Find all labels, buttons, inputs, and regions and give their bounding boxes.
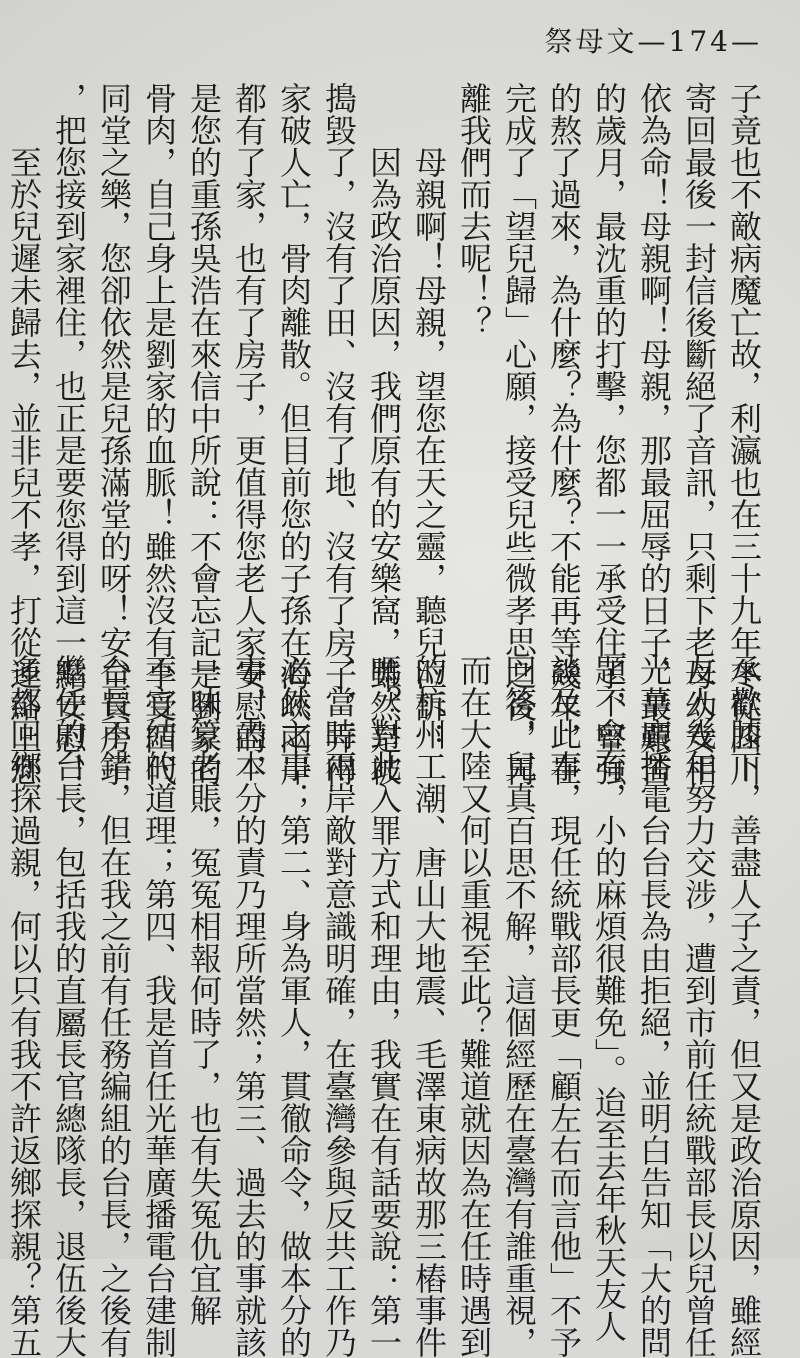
text-column: ，把您接到家裡住，也正是要您得到這一點安慰！	[50, 82, 88, 786]
text-column: 依為命！母親啊！母親，那最屈辱的日子，最艱苦	[635, 82, 673, 786]
text-column: 的杭州工潮、唐山大地震、毛澤東病故那三樁事件	[410, 654, 448, 1358]
text-column: 而在大陸又何以重視至此？難道就因為在任時遇到	[455, 654, 493, 1358]
text-column: 寄回最後一封信後斷絕了音訊，只剩下老母幼女相	[680, 82, 718, 786]
text-column	[0, 82, 1, 646]
text-column: 、當時兩岸敵對意識明確，在臺灣參與反共工作乃	[320, 654, 358, 1358]
text-column: 必然之事；第二、身為軍人，貫徹命令，做本分的	[275, 654, 313, 1358]
text-column: 多都回鄉探過親，何以只有我不許返鄉探親？第五	[5, 654, 43, 1358]
text-column: 事，盡本分的責乃理所當然；第三、過去的事就該	[230, 654, 268, 1358]
text-column: 光華廣播電台台長為由拒絕，並明白告知「大的問	[635, 654, 673, 1358]
bottom-text-block	[5, 654, 766, 1358]
text-column: 骨肉，自己身上是劉家的血脈！雖然沒有享受四代	[140, 82, 178, 786]
text-column: 承歡膝下，善盡人子之責，但又是政治原因，雖經	[725, 654, 763, 1358]
text-column: 友人幾年努力交涉，遭到市前任統戰部長以兒曾任	[680, 654, 718, 1358]
text-column: 是您的重孫吳浩在來信中所說：不會忘記是劉家的	[185, 82, 223, 786]
text-column: 繼任的台長，包括我的直屬長官總隊長，退伍後大	[50, 654, 88, 1358]
text-column: 完成了「望兒歸」心願，接受兒些微孝思之後，再	[500, 82, 538, 786]
top-text-block	[5, 82, 766, 786]
text-column	[0, 654, 1, 1218]
text-column: 子竟也不敵病魔亡故，利瀛也在三十九年冬從四川	[725, 82, 763, 786]
text-column: 談及此事，現任統戰部長更「顧左右而言他」不予	[545, 654, 583, 1358]
text-column: 至於兒遲未歸去，並非兒不孝，打從連絡上您	[5, 146, 43, 786]
text-column: 的熬了過來，為什麼？為什麼？不能再等幾年，在	[545, 82, 583, 786]
text-column: 題不會有，小的麻煩很難免」。迨至去年秋天友人	[590, 654, 628, 1342]
text-column: 不宜結的道理；第四、我是首任光華廣播電台建制	[140, 654, 178, 1358]
text-column: 搗毀了，沒有了田、沒有了地、沒有了房子，弄得	[320, 82, 358, 786]
text-column: 因為政治原因，我們原有的安樂窩，雖然是被	[365, 146, 403, 786]
text-column: 同堂之樂，您卻依然是兒孫滿堂的呀！安全買房子	[95, 82, 133, 786]
text-column: 台長不錯，但在我之前有任務編組的台長，之後有	[95, 654, 133, 1358]
text-column: 母親啊！母親，望您在天之靈，聽兒泣訴：	[410, 146, 448, 754]
text-column: 嗎？對此入罪方式和理由，我實在有話要說：第一	[365, 654, 403, 1358]
text-column: 的歲月，最沈重的打擊，您都一一承受住了，堅強	[590, 82, 628, 786]
text-column: 都有了家，也有了房子，更值得您老人家安慰的，	[230, 82, 268, 786]
text-column: 一味算老賬，冤冤相報何時了，也有失冤仇宜解	[185, 654, 223, 1326]
page-header: 祭母文—174—	[544, 25, 762, 58]
text-column: 離我們而去呢！？	[455, 82, 493, 338]
text-column: 家破人亡，骨肉離散。但目前您的子孫在海峽兩岸	[275, 82, 313, 786]
text-column: 回答，兒真百思不解，這個經歷在臺灣有誰重視，	[500, 654, 538, 1358]
